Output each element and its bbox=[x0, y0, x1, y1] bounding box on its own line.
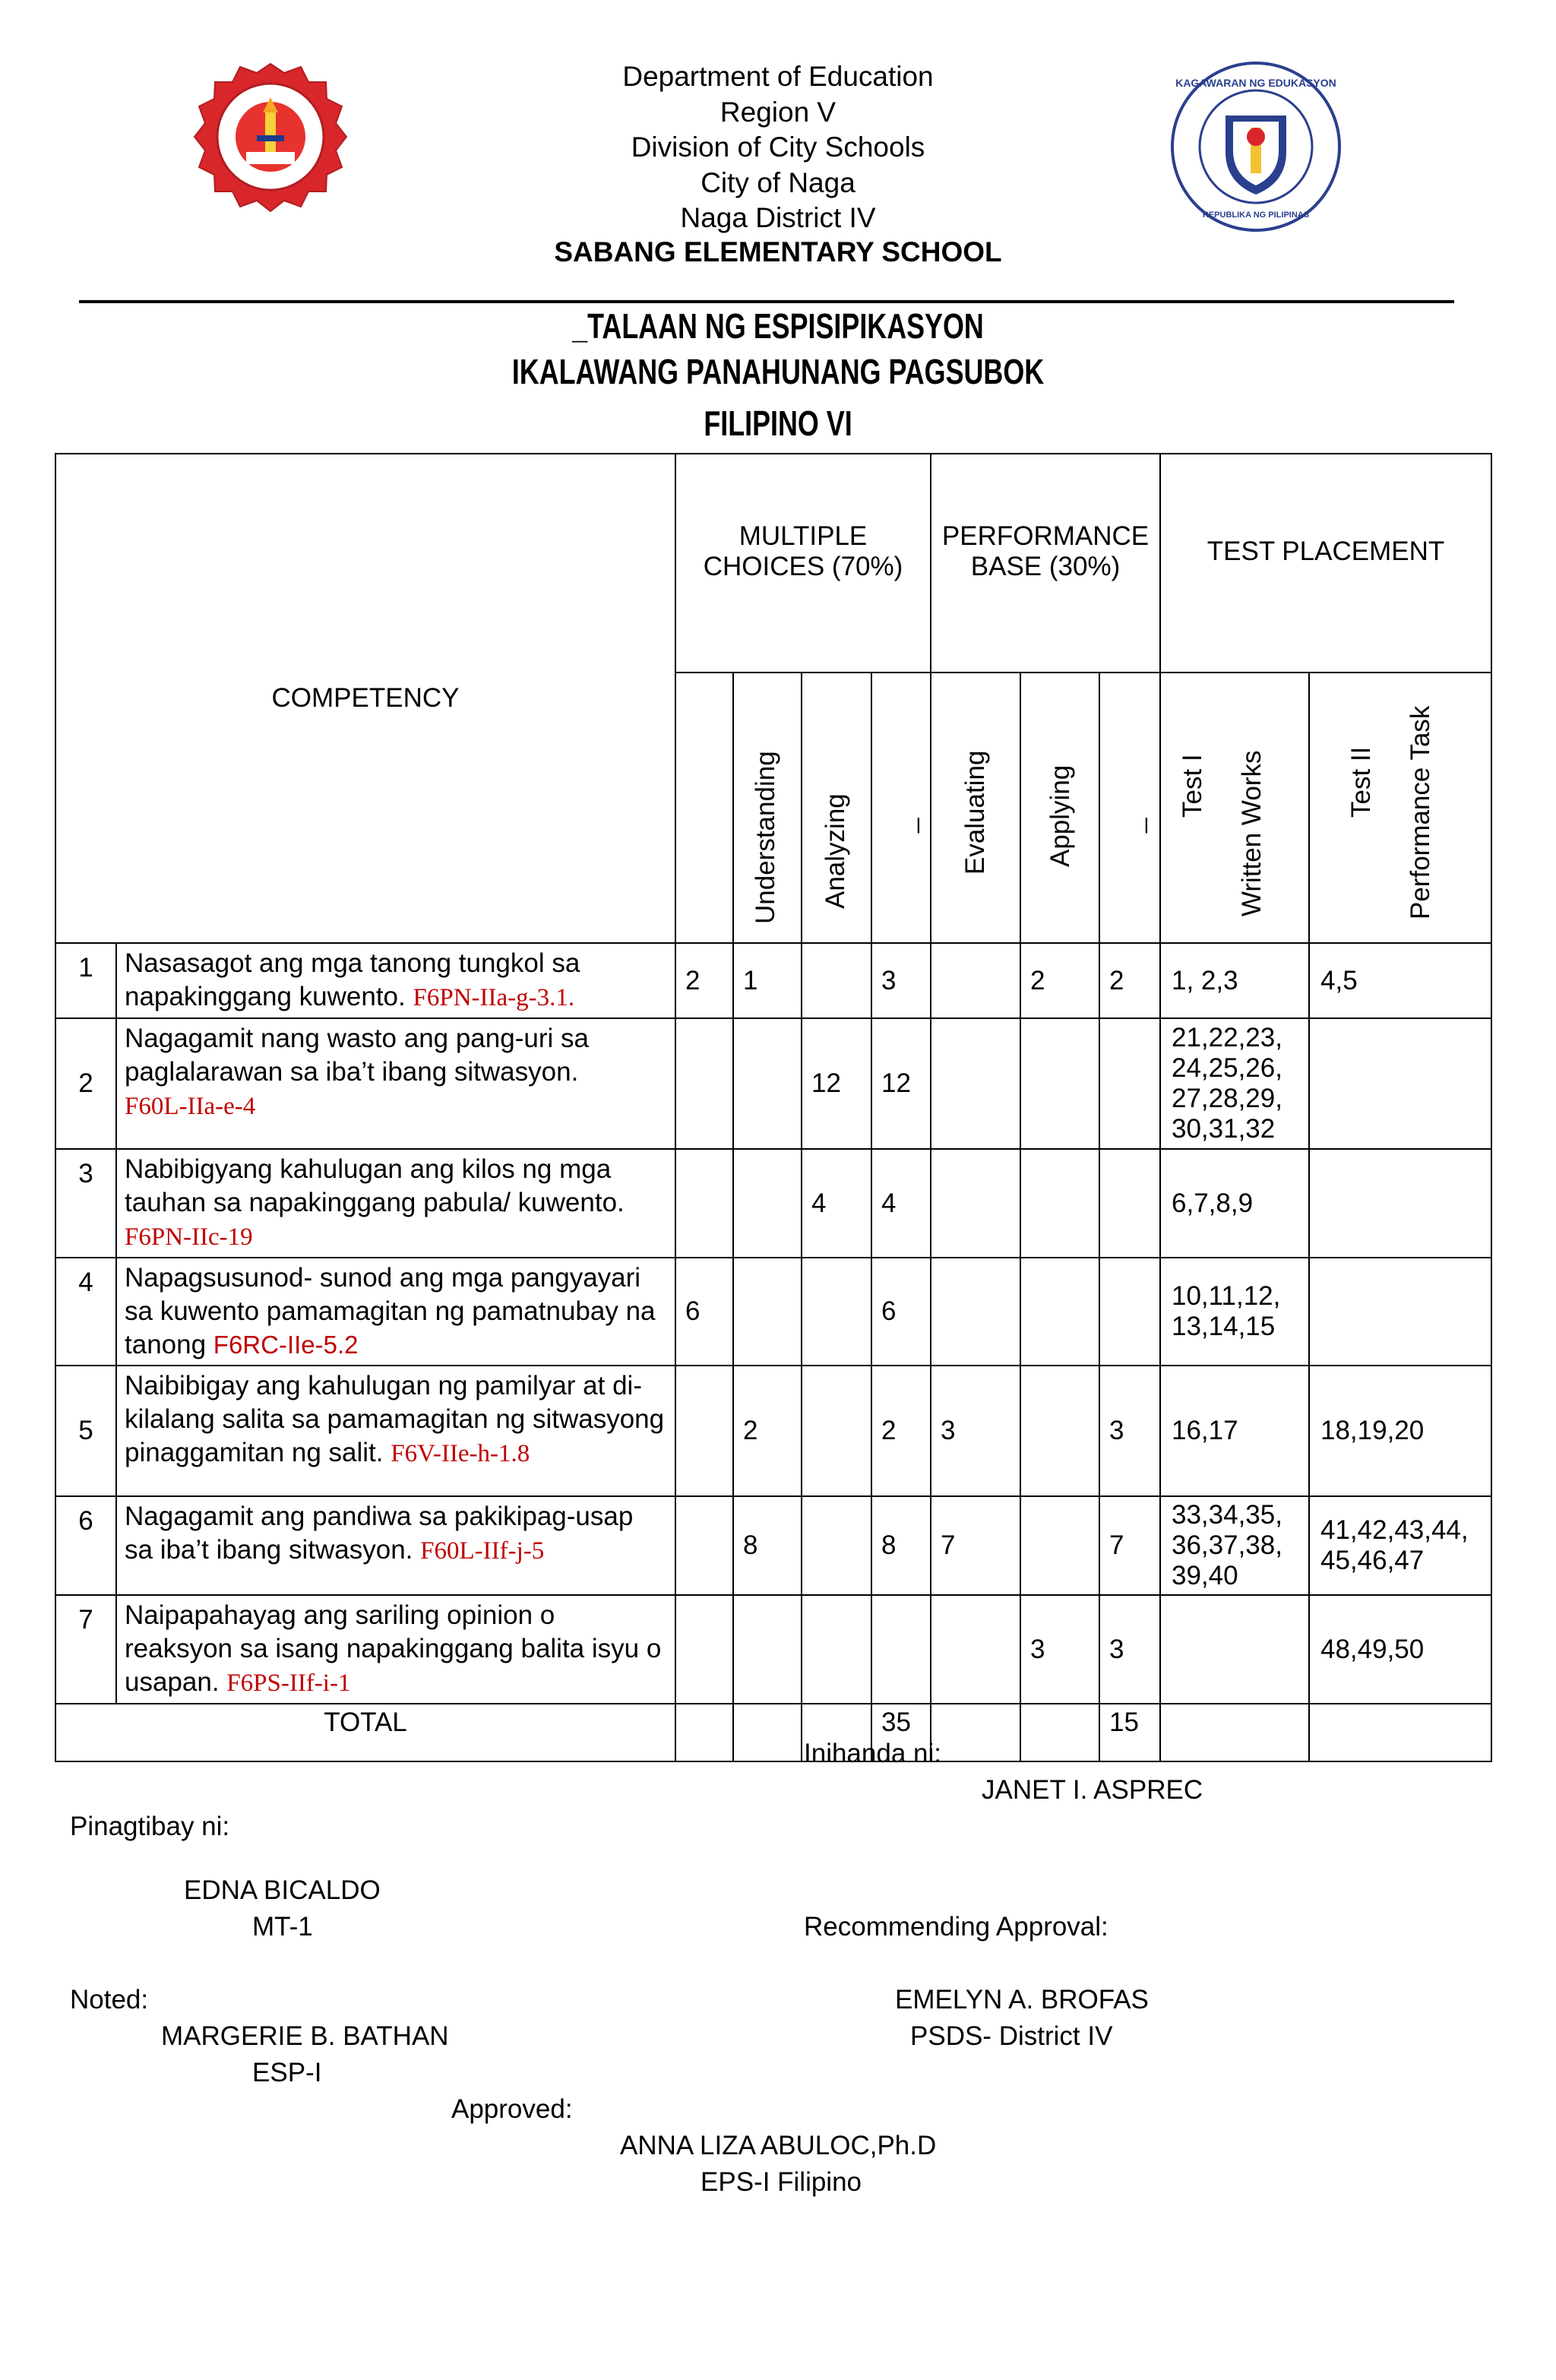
table-row bbox=[55, 943, 1491, 1018]
pb-total-value: 3 bbox=[1099, 1366, 1160, 1496]
mc-total-value bbox=[871, 1595, 931, 1704]
pb-total-value bbox=[1099, 1258, 1160, 1366]
applying-value bbox=[802, 943, 871, 1018]
header-divider bbox=[79, 300, 1454, 303]
competency-header: COMPETENCY bbox=[55, 454, 675, 943]
applying-value: 4 bbox=[802, 1149, 871, 1258]
table-row bbox=[55, 1258, 1491, 1366]
applying-value bbox=[802, 1258, 871, 1366]
evaluating-value bbox=[931, 1149, 1020, 1258]
prepared-by-name: JANET I. ASPREC bbox=[982, 1775, 1203, 1805]
mc-total-value: 2 bbox=[871, 1366, 931, 1496]
test-2-items: 18,19,20 bbox=[1309, 1366, 1491, 1496]
evaluating-value bbox=[931, 1258, 1020, 1366]
understanding-value bbox=[675, 1149, 733, 1258]
row-number: 2 bbox=[55, 1018, 116, 1149]
understanding-value: 6 bbox=[675, 1258, 733, 1366]
header-line-5: Naga District IV bbox=[680, 202, 876, 233]
table-row bbox=[55, 1018, 1491, 1149]
row-number: 3 bbox=[55, 1149, 116, 1258]
test-1-header: Test I Written Works bbox=[1160, 673, 1309, 943]
understanding-value bbox=[675, 1496, 733, 1595]
analyzing-value bbox=[733, 1258, 802, 1366]
test-2-items bbox=[1309, 1149, 1491, 1258]
header-line-2: Region V bbox=[719, 97, 837, 128]
competency-code: F6PN-IIc-19 bbox=[125, 1223, 253, 1251]
test-1-items: 10,11,12, 13,14,15 bbox=[1160, 1258, 1309, 1366]
test-placement-header: TEST PLACEMENT bbox=[1160, 454, 1491, 673]
pb-total-value: 3 bbox=[1099, 1595, 1160, 1704]
header-line-3: Division of City Schools bbox=[631, 131, 925, 163]
applying-value bbox=[802, 1496, 871, 1595]
evaluating-value: 3 bbox=[931, 1366, 1020, 1496]
competency-cell: Naibibigay ang kahulugan ng pamilyar at di-kilalang salita sa pamamagitan ng sitwasyong pinaggamitan ng salit. F6V-IIe-h-1.8 bbox=[116, 1366, 675, 1496]
mc-total-value: 8 bbox=[871, 1496, 931, 1595]
total-pb-value: 15 bbox=[1099, 1704, 1160, 1761]
analyzing-value bbox=[733, 1595, 802, 1704]
pb-applying-value bbox=[1020, 1366, 1099, 1496]
confirmed-by-title: MT-1 bbox=[252, 1912, 313, 1942]
performance-base-header: PERFORMANCE BASE (30%) bbox=[931, 454, 1160, 673]
confirmed-by-name: EDNA BICALDO bbox=[184, 1875, 381, 1905]
understanding-value: 2 bbox=[675, 943, 733, 1018]
test-2-header: Test II Performance Task bbox=[1309, 673, 1491, 943]
header-line-4: City of Naga bbox=[701, 167, 855, 198]
evaluating-header: Evaluating bbox=[931, 673, 1020, 943]
table-row bbox=[55, 1595, 1491, 1704]
multiple-choice-header: MULTIPLE CHOICES (70%) bbox=[675, 454, 931, 673]
competency-code: F6PS-IIf-i-1 bbox=[226, 1669, 351, 1697]
competency-cell: Nagagamit ang pandiwa sa pakikipag-usap sa iba’t ibang sitwasyon. F60L-IIf-j-5 bbox=[116, 1496, 675, 1595]
understanding-value bbox=[675, 1366, 733, 1496]
analyzing-value: 1 bbox=[733, 943, 802, 1018]
evaluating-value: 7 bbox=[931, 1496, 1020, 1595]
test-2-items: 41,42,43,44, 45,46,47 bbox=[1309, 1496, 1491, 1595]
recommending-approval-label: Recommending Approval: bbox=[804, 1912, 1108, 1942]
total-mc-value: 35 bbox=[871, 1704, 931, 1761]
analyzing-value: 8 bbox=[733, 1496, 802, 1595]
table-row bbox=[55, 1366, 1491, 1496]
applying-header: Applying bbox=[1020, 673, 1099, 943]
test-2-items bbox=[1309, 1018, 1491, 1149]
understanding-value bbox=[675, 1018, 733, 1149]
row-number: 7 bbox=[55, 1595, 116, 1704]
pb-applying-value bbox=[1020, 1149, 1099, 1258]
pb-applying-value: 3 bbox=[1020, 1595, 1099, 1704]
understanding-value bbox=[675, 1595, 733, 1704]
evaluating-value bbox=[931, 1018, 1020, 1149]
pb-total-header: _ bbox=[1099, 673, 1160, 943]
applying-value bbox=[802, 1366, 871, 1496]
understanding-header: Understanding bbox=[733, 673, 802, 943]
title-line-3: FILIPINO VI bbox=[704, 404, 852, 443]
competency-code: F60L-IIa-e-4 bbox=[125, 1093, 256, 1120]
analyzing-value bbox=[733, 1018, 802, 1149]
approved-name: ANNA LIZA ABULOC,Ph.D bbox=[620, 2131, 937, 2160]
row-number: 1 bbox=[55, 943, 116, 1018]
total-label: TOTAL bbox=[55, 1704, 675, 1761]
pb-applying-value: 2 bbox=[1020, 943, 1099, 1018]
total-row bbox=[55, 1704, 1491, 1761]
pb-total-value: 7 bbox=[1099, 1496, 1160, 1595]
applying-value: 12 bbox=[802, 1018, 871, 1149]
mc-total-value: 4 bbox=[871, 1149, 931, 1258]
mc-total-value: 6 bbox=[871, 1258, 931, 1366]
noted-label: Noted: bbox=[70, 1985, 149, 2014]
pb-total-value bbox=[1099, 1018, 1160, 1149]
competency-cell: Naipapahayag ang sariling opinion o reaksyon sa isang napakinggang balita isyu o usapan. F6PS-IIf-i-1 bbox=[116, 1595, 675, 1704]
recommending-name: EMELYN A. BROFAS bbox=[895, 1985, 1149, 2014]
title-line-1: _TALAAN NG ESPISIPIKASYON bbox=[572, 306, 984, 346]
test-1-items: 33,34,35, 36,37,38, 39,40 bbox=[1160, 1496, 1309, 1595]
title-line-2: IKALAWANG PANAHUNANG PAGSUBOK bbox=[511, 352, 1045, 391]
school-name: SABANG ELEMENTARY SCHOOL bbox=[554, 236, 1002, 267]
row-number: 4 bbox=[55, 1258, 116, 1366]
row-number: 6 bbox=[55, 1496, 116, 1595]
specification-table bbox=[55, 453, 1492, 1762]
prepared-by-label: Inihanda ni: bbox=[804, 1739, 941, 1768]
competency-cell: Nasasagot ang mga tanong tungkol sa napakinggang kuwento. F6PN-IIa-g-3.1. bbox=[116, 943, 675, 1018]
pb-applying-value bbox=[1020, 1258, 1099, 1366]
table-row bbox=[55, 1149, 1491, 1258]
row-number: 5 bbox=[55, 1366, 116, 1496]
svg-text:REPUBLIKA NG PILIPINAS: REPUBLIKA NG PILIPINAS bbox=[1202, 210, 1310, 220]
pb-applying-value bbox=[1020, 1496, 1099, 1595]
noted-name: MARGERIE B. BATHAN bbox=[161, 2021, 449, 2051]
mc-total-value: 12 bbox=[871, 1018, 931, 1149]
confirmed-by-label: Pinagtibay ni: bbox=[70, 1812, 230, 1841]
test-1-items bbox=[1160, 1595, 1309, 1704]
mc-total-value: 3 bbox=[871, 943, 931, 1018]
evaluating-value bbox=[931, 1595, 1020, 1704]
competency-code: F60L-IIf-j-5 bbox=[420, 1537, 545, 1565]
approved-label: Approved: bbox=[451, 2094, 573, 2124]
competency-code: F6PN-IIa-g-3.1. bbox=[413, 984, 575, 1011]
test-1-items: 21,22,23, 24,25,26, 27,28,29, 30,31,32 bbox=[1160, 1018, 1309, 1149]
pb-total-value: 2 bbox=[1099, 943, 1160, 1018]
recommending-title: PSDS- District IV bbox=[910, 2021, 1113, 2051]
test-2-items bbox=[1309, 1258, 1491, 1366]
test-1-items: 16,17 bbox=[1160, 1366, 1309, 1496]
competency-cell: Nabibigyang kahulugan ang kilos ng mga tauhan sa napakinggang pabula/ kuwento. F6PN-IIc-19 bbox=[116, 1149, 675, 1258]
analyzing-value bbox=[733, 1149, 802, 1258]
pb-applying-value bbox=[1020, 1018, 1099, 1149]
svg-text:KAGAWARAN NG EDUKASYON: KAGAWARAN NG EDUKASYON bbox=[1175, 77, 1336, 89]
test-2-items: 48,49,50 bbox=[1309, 1595, 1491, 1704]
analyzing-value: 2 bbox=[733, 1366, 802, 1496]
competency-cell: Nagagamit nang wasto ang pang-uri sa paglalarawan sa iba’t ibang sitwasyon. F60L-IIa-e-4 bbox=[116, 1018, 675, 1149]
applying-value bbox=[802, 1595, 871, 1704]
table-row bbox=[55, 1496, 1491, 1595]
noted-title: ESP-I bbox=[252, 2058, 322, 2087]
test-1-items: 1, 2,3 bbox=[1160, 943, 1309, 1018]
header-line-1: Department of Education bbox=[622, 61, 934, 92]
competency-code: F6V-IIe-h-1.8 bbox=[391, 1440, 530, 1467]
analyzing-header: Analyzing bbox=[802, 673, 871, 943]
competency-cell: Napagsusunod- sunod ang mga pangyayari sa kuwento pamamagitan ng pamatnubay na tanong F6RC-IIe-5.2 bbox=[116, 1258, 675, 1366]
competency-code: F6RC-IIe-5.2 bbox=[213, 1331, 359, 1359]
approved-title: EPS-I Filipino bbox=[701, 2167, 862, 2197]
mc-total-header: _ bbox=[871, 673, 931, 943]
test-1-items: 6,7,8,9 bbox=[1160, 1149, 1309, 1258]
pb-total-value bbox=[1099, 1149, 1160, 1258]
evaluating-value bbox=[931, 943, 1020, 1018]
blank-sub-header bbox=[675, 673, 733, 943]
test-2-items: 4,5 bbox=[1309, 943, 1491, 1018]
